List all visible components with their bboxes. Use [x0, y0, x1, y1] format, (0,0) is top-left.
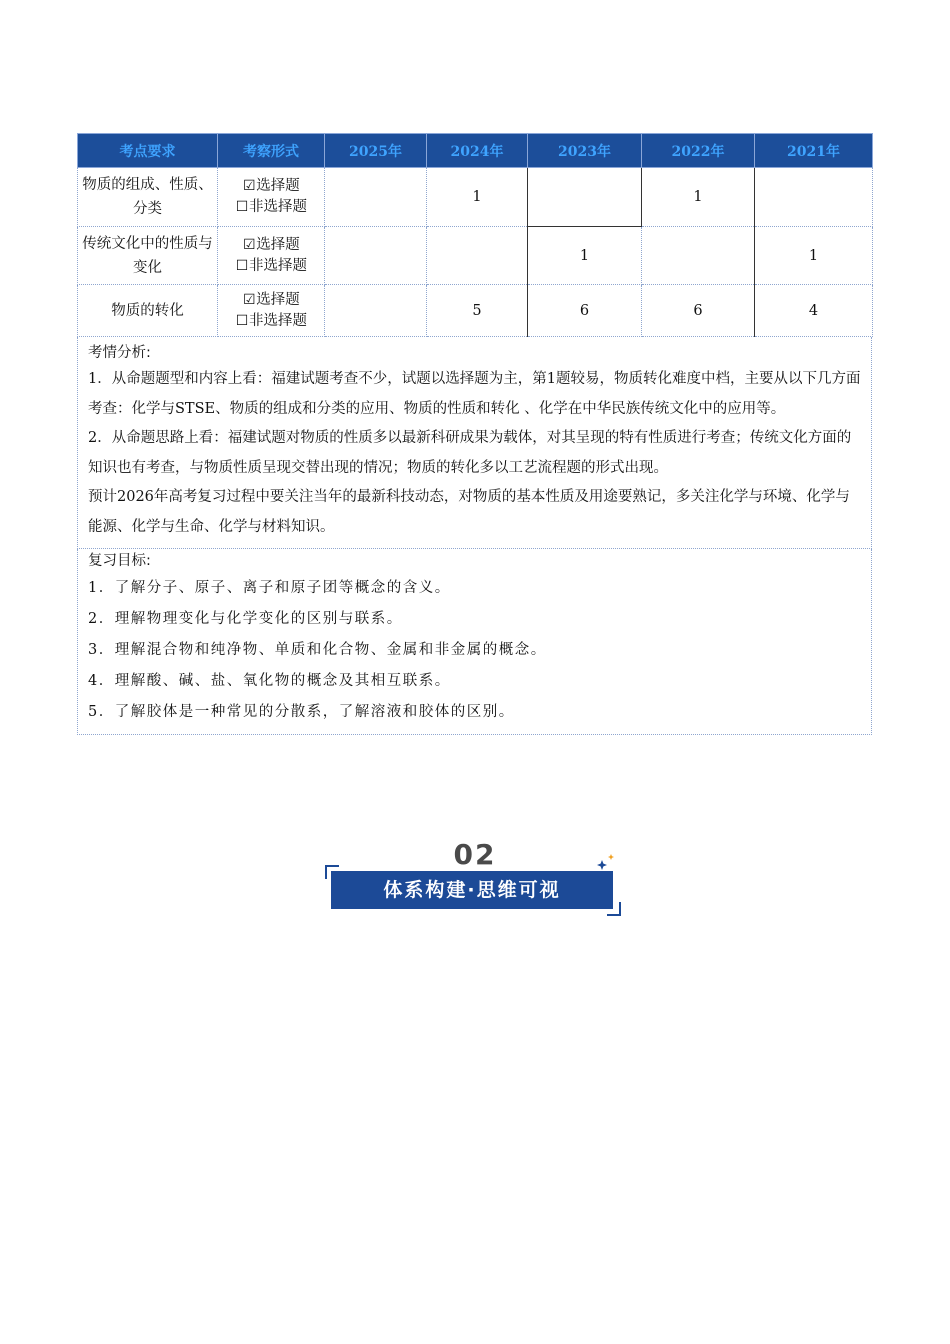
- analysis-paragraph: 2．从命题思路上看：福建试题对物质的性质多以最新科研成果为载体，对其呈现的特有性质进行考查；传统文化方面的知识也有考查，与物质性质呈现交替出现的情况；物质的转化多以工艺流程题的形式出现。: [88, 430, 852, 476]
- form-cell: [218, 227, 325, 285]
- count-2021: 1: [755, 227, 873, 285]
- checked-box-icon[interactable]: ☑: [242, 178, 256, 194]
- topic-cell: 传统文化中的性质与变化: [78, 227, 218, 285]
- checked-box-icon[interactable]: ☑: [242, 291, 256, 308]
- exam-overview: [77, 133, 872, 735]
- form-cell: [218, 168, 325, 227]
- choice-label: 选择题: [256, 178, 300, 194]
- sparkle-icon: [595, 852, 619, 872]
- choice-label: 选择题: [256, 291, 300, 308]
- count-2023: 1: [528, 227, 642, 285]
- count-2024: 1: [427, 168, 528, 227]
- section-banner: [323, 838, 623, 918]
- goal-item: 2．理解物理变化与化学变化的区别与联系。: [88, 611, 403, 627]
- header-form: 考察形式: [218, 134, 325, 168]
- count-2024: [427, 227, 528, 285]
- nonchoice-label: 非选择题: [249, 312, 307, 329]
- goal-item: 3．理解混合物和纯净物、单质和化合物、金属和非金属的概念。: [88, 642, 547, 658]
- section-number: 02: [453, 838, 497, 871]
- count-2025: [325, 168, 427, 227]
- count-2025: [325, 285, 427, 337]
- table-row: [78, 227, 873, 285]
- analysis-title: 考情分析:: [88, 345, 151, 361]
- count-2023: [528, 168, 642, 227]
- count-2021: 4: [755, 285, 873, 337]
- unchecked-box-icon[interactable]: ☐: [235, 257, 249, 274]
- choice-label: 选择题: [256, 236, 300, 253]
- analysis-paragraph: 1．从命题题型和内容上看：福建试题考查不少，试题以选择题为主，第1题较易，物质转化难度中档，主要从以下几方面考查：化学与STSE、物质的组成和分类的应用、物质的性质和转化 、化学在中华民族传统文化中的应用等。: [88, 371, 861, 417]
- count-2022: 1: [642, 168, 755, 227]
- count-2021: [755, 168, 873, 227]
- table-header-row: [78, 134, 873, 168]
- count-2024: 5: [427, 285, 528, 337]
- header-topic: 考点要求: [78, 134, 218, 168]
- corner-bracket-icon: [607, 902, 621, 916]
- form-cell: [218, 285, 325, 337]
- table-row: [78, 168, 873, 227]
- goal-item: 1．了解分子、原子、离子和原子团等概念的含义。: [88, 580, 451, 596]
- review-goals-section: [77, 549, 872, 735]
- count-2022: 6: [642, 285, 755, 337]
- count-2022: [642, 227, 755, 285]
- exam-point-table: [77, 133, 873, 337]
- goal-item: 5．了解胶体是一种常见的分散系，了解溶液和胶体的区别。: [88, 704, 515, 720]
- header-2023: 2023年: [528, 134, 642, 168]
- analysis-paragraph: 预计2026年高考复习过程中要关注当年的最新科技动态，对物质的基本性质及用途要熟记，多关注化学与环境、化学与能源、化学与生命、化学与材料知识。: [88, 489, 850, 535]
- count-2023: 6: [528, 285, 642, 337]
- goal-item: 4．理解酸、碱、盐、氧化物的概念及其相互联系。: [88, 673, 451, 689]
- nonchoice-label: 非选择题: [249, 199, 307, 215]
- checked-box-icon[interactable]: ☑: [242, 236, 256, 253]
- header-2025: 2025年: [325, 134, 427, 168]
- unchecked-box-icon[interactable]: ☐: [235, 312, 249, 329]
- topic-cell: 物质的组成、性质、分类: [78, 168, 218, 227]
- section-title: 体系构建·思维可视: [331, 871, 613, 909]
- goals-title: 复习目标:: [88, 553, 151, 569]
- header-2024: 2024年: [427, 134, 528, 168]
- nonchoice-label: 非选择题: [249, 257, 307, 274]
- exam-analysis-section: [77, 337, 872, 549]
- table-row: [78, 285, 873, 337]
- topic-cell: 物质的转化: [78, 285, 218, 337]
- unchecked-box-icon[interactable]: ☐: [235, 199, 249, 215]
- header-2021: 2021年: [755, 134, 873, 168]
- header-2022: 2022年: [642, 134, 755, 168]
- count-2025: [325, 227, 427, 285]
